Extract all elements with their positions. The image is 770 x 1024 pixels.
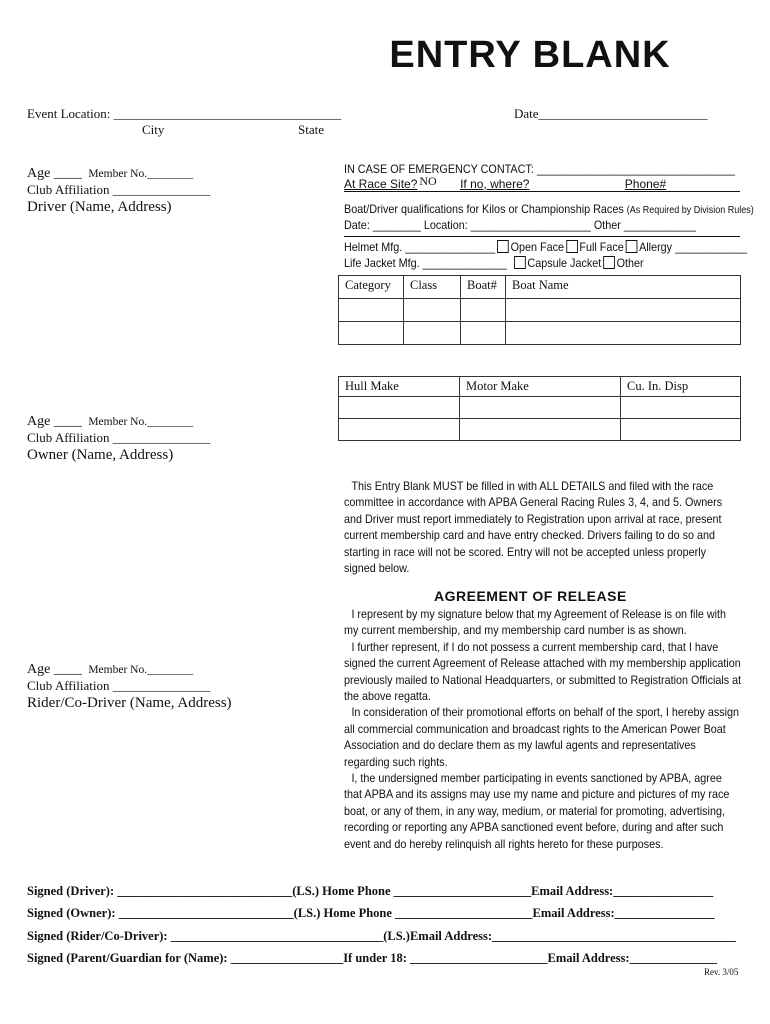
guardian-signature-line[interactable]: Signed (Parent/Guardian for (Name): __________________If under 18: ______________________Email Address:______________ xyxy=(27,951,718,965)
open-face-checkbox[interactable] xyxy=(497,240,509,253)
driver-name-address-label: Driver (Name, Address) xyxy=(27,199,172,215)
city-label: City xyxy=(142,122,165,137)
phone-label: Phone# xyxy=(624,177,667,191)
full-face-checkbox[interactable] xyxy=(566,240,578,253)
rider-age-field[interactable]: Age ____ Member No.________ xyxy=(27,662,194,677)
other-checkbox[interactable] xyxy=(603,256,615,269)
boat-table xyxy=(338,275,741,345)
state-label: State xyxy=(298,122,324,137)
rider-signature-line[interactable]: Signed (Rider/Co-Driver): __________________________________(LS.)Email Address:_______________________________________ xyxy=(27,929,736,943)
table-row xyxy=(339,419,741,441)
agreement-paragraph: I represent by my signature below that my Agreement of Release is on file with my current membership, and my membership card number is as shown. xyxy=(344,608,727,638)
hull-make-header: Hull Make xyxy=(339,377,460,397)
allergy-checkbox[interactable] xyxy=(626,240,638,253)
at-race-site-label: At Race Site? xyxy=(344,177,418,191)
event-location-field[interactable]: Event Location: ___________________________________ xyxy=(27,106,342,121)
owner-member-no-field: Member No.________ xyxy=(88,416,194,428)
boat-number-header: Boat# xyxy=(461,276,506,299)
race-site-row xyxy=(344,174,667,192)
revision-label: Rev. 3/05 xyxy=(704,967,739,977)
form-title: ENTRY BLANK xyxy=(389,34,671,76)
table-header-row xyxy=(339,377,741,397)
hull-motor-table xyxy=(338,376,741,441)
divider xyxy=(344,236,740,237)
driver-signature-line[interactable]: Signed (Driver): ____________________________(LS.) Home Phone ______________________Email Address:________________ xyxy=(27,884,714,898)
qualifications-label: Boat/Driver qualifications for Kilos or Championship Races (As Required by Division Rules) xyxy=(344,202,754,216)
table-row xyxy=(339,299,741,322)
class-header: Class xyxy=(404,276,461,299)
emergency-contact-field[interactable]: IN CASE OF EMERGENCY CONTACT: _________________________________ xyxy=(344,162,736,176)
helmet-mfg-field: Helmet Mfg. _______________ xyxy=(344,240,496,254)
motor-make-header: Motor Make xyxy=(460,377,621,397)
driver-member-no-field: Member No.________ xyxy=(88,168,194,180)
rider-name-address-label: Rider/Co-Driver (Name, Address) xyxy=(27,695,232,711)
divider xyxy=(344,191,740,192)
owner-club-field[interactable]: Club Affiliation _______________ xyxy=(27,430,211,445)
category-header: Category xyxy=(339,276,404,299)
date-field[interactable]: Date__________________________ xyxy=(514,106,708,121)
instructions-text: This Entry Blank MUST be filled in with ALL DETAILS and filed with the race committee in accordance with APBA General Racing Rules 3, 4, and 5. Owners and Driver must report immediately to Registration upon arrival at race, present current membership card and have entry checked. Drivers failing to do so and starting in race will not be scored. Entry will not be accepted unless properly signed below. xyxy=(344,480,723,576)
capsule-jacket-checkbox[interactable] xyxy=(514,256,526,269)
rider-member-no-field: Member No.________ xyxy=(88,664,194,676)
life-jacket-mfg-field: Life Jacket Mfg. ______________ xyxy=(344,256,507,270)
table-row xyxy=(339,322,741,345)
owner-name-address-label: Owner (Name, Address) xyxy=(27,447,174,463)
agreement-paragraph: In consideration of their promotional efforts on behalf of the sport, I hereby assign all commercial communication and broadcast rights to the American Power Boat Association and do declare them as my lawful agents and representatives regarding such rights. xyxy=(344,706,740,769)
helmet-row: Helmet Mfg. _______________ Open Face Full Face Allergy ____________ xyxy=(344,240,748,254)
agreement-heading: AGREEMENT OF RELEASE xyxy=(434,588,627,604)
table-header-row xyxy=(339,276,741,299)
agreement-paragraph: I, the undersigned member participating in events sanctioned by APBA, agree that APBA and its assigns may use my name and picture and pictures of my race boat, or any of them, in any way, medium, or material for promoting, advertising, recording or reporting any APBA sanctioned event before, during and after such event and do hereby relinquish all rights hereto for these purposes. xyxy=(344,772,730,851)
driver-club-field[interactable]: Club Affiliation _______________ xyxy=(27,182,211,197)
life-jacket-row: Life Jacket Mfg. ______________ Capsule Jacket Other xyxy=(344,256,644,270)
driver-age-field[interactable]: Age ____ Member No.________ xyxy=(27,166,194,181)
owner-signature-line[interactable]: Signed (Owner): ____________________________(LS.) Home Phone ______________________Email Address:________________ xyxy=(27,906,715,920)
agreement-text xyxy=(344,607,742,853)
rider-club-field[interactable]: Club Affiliation _______________ xyxy=(27,678,211,693)
displacement-header: Cu. In. Disp xyxy=(621,377,741,397)
owner-age-field[interactable]: Age ____ Member No.________ xyxy=(27,414,194,429)
agreement-paragraph: I further represent, if I do not possess a current membership card, that I have signed the current Agreement of Release attached with my membership application previously mailed to National Headquarters, or submitted to Registration Officials at the above regatta. xyxy=(344,640,742,704)
table-row xyxy=(339,397,741,419)
if-no-where-label: If no, where? xyxy=(460,177,530,191)
qualifications-fields[interactable]: Date: ________ Location: ____________________ Other ____________ xyxy=(344,218,696,232)
boat-name-header: Boat Name xyxy=(506,276,741,299)
race-site-answer: NO xyxy=(419,174,437,188)
